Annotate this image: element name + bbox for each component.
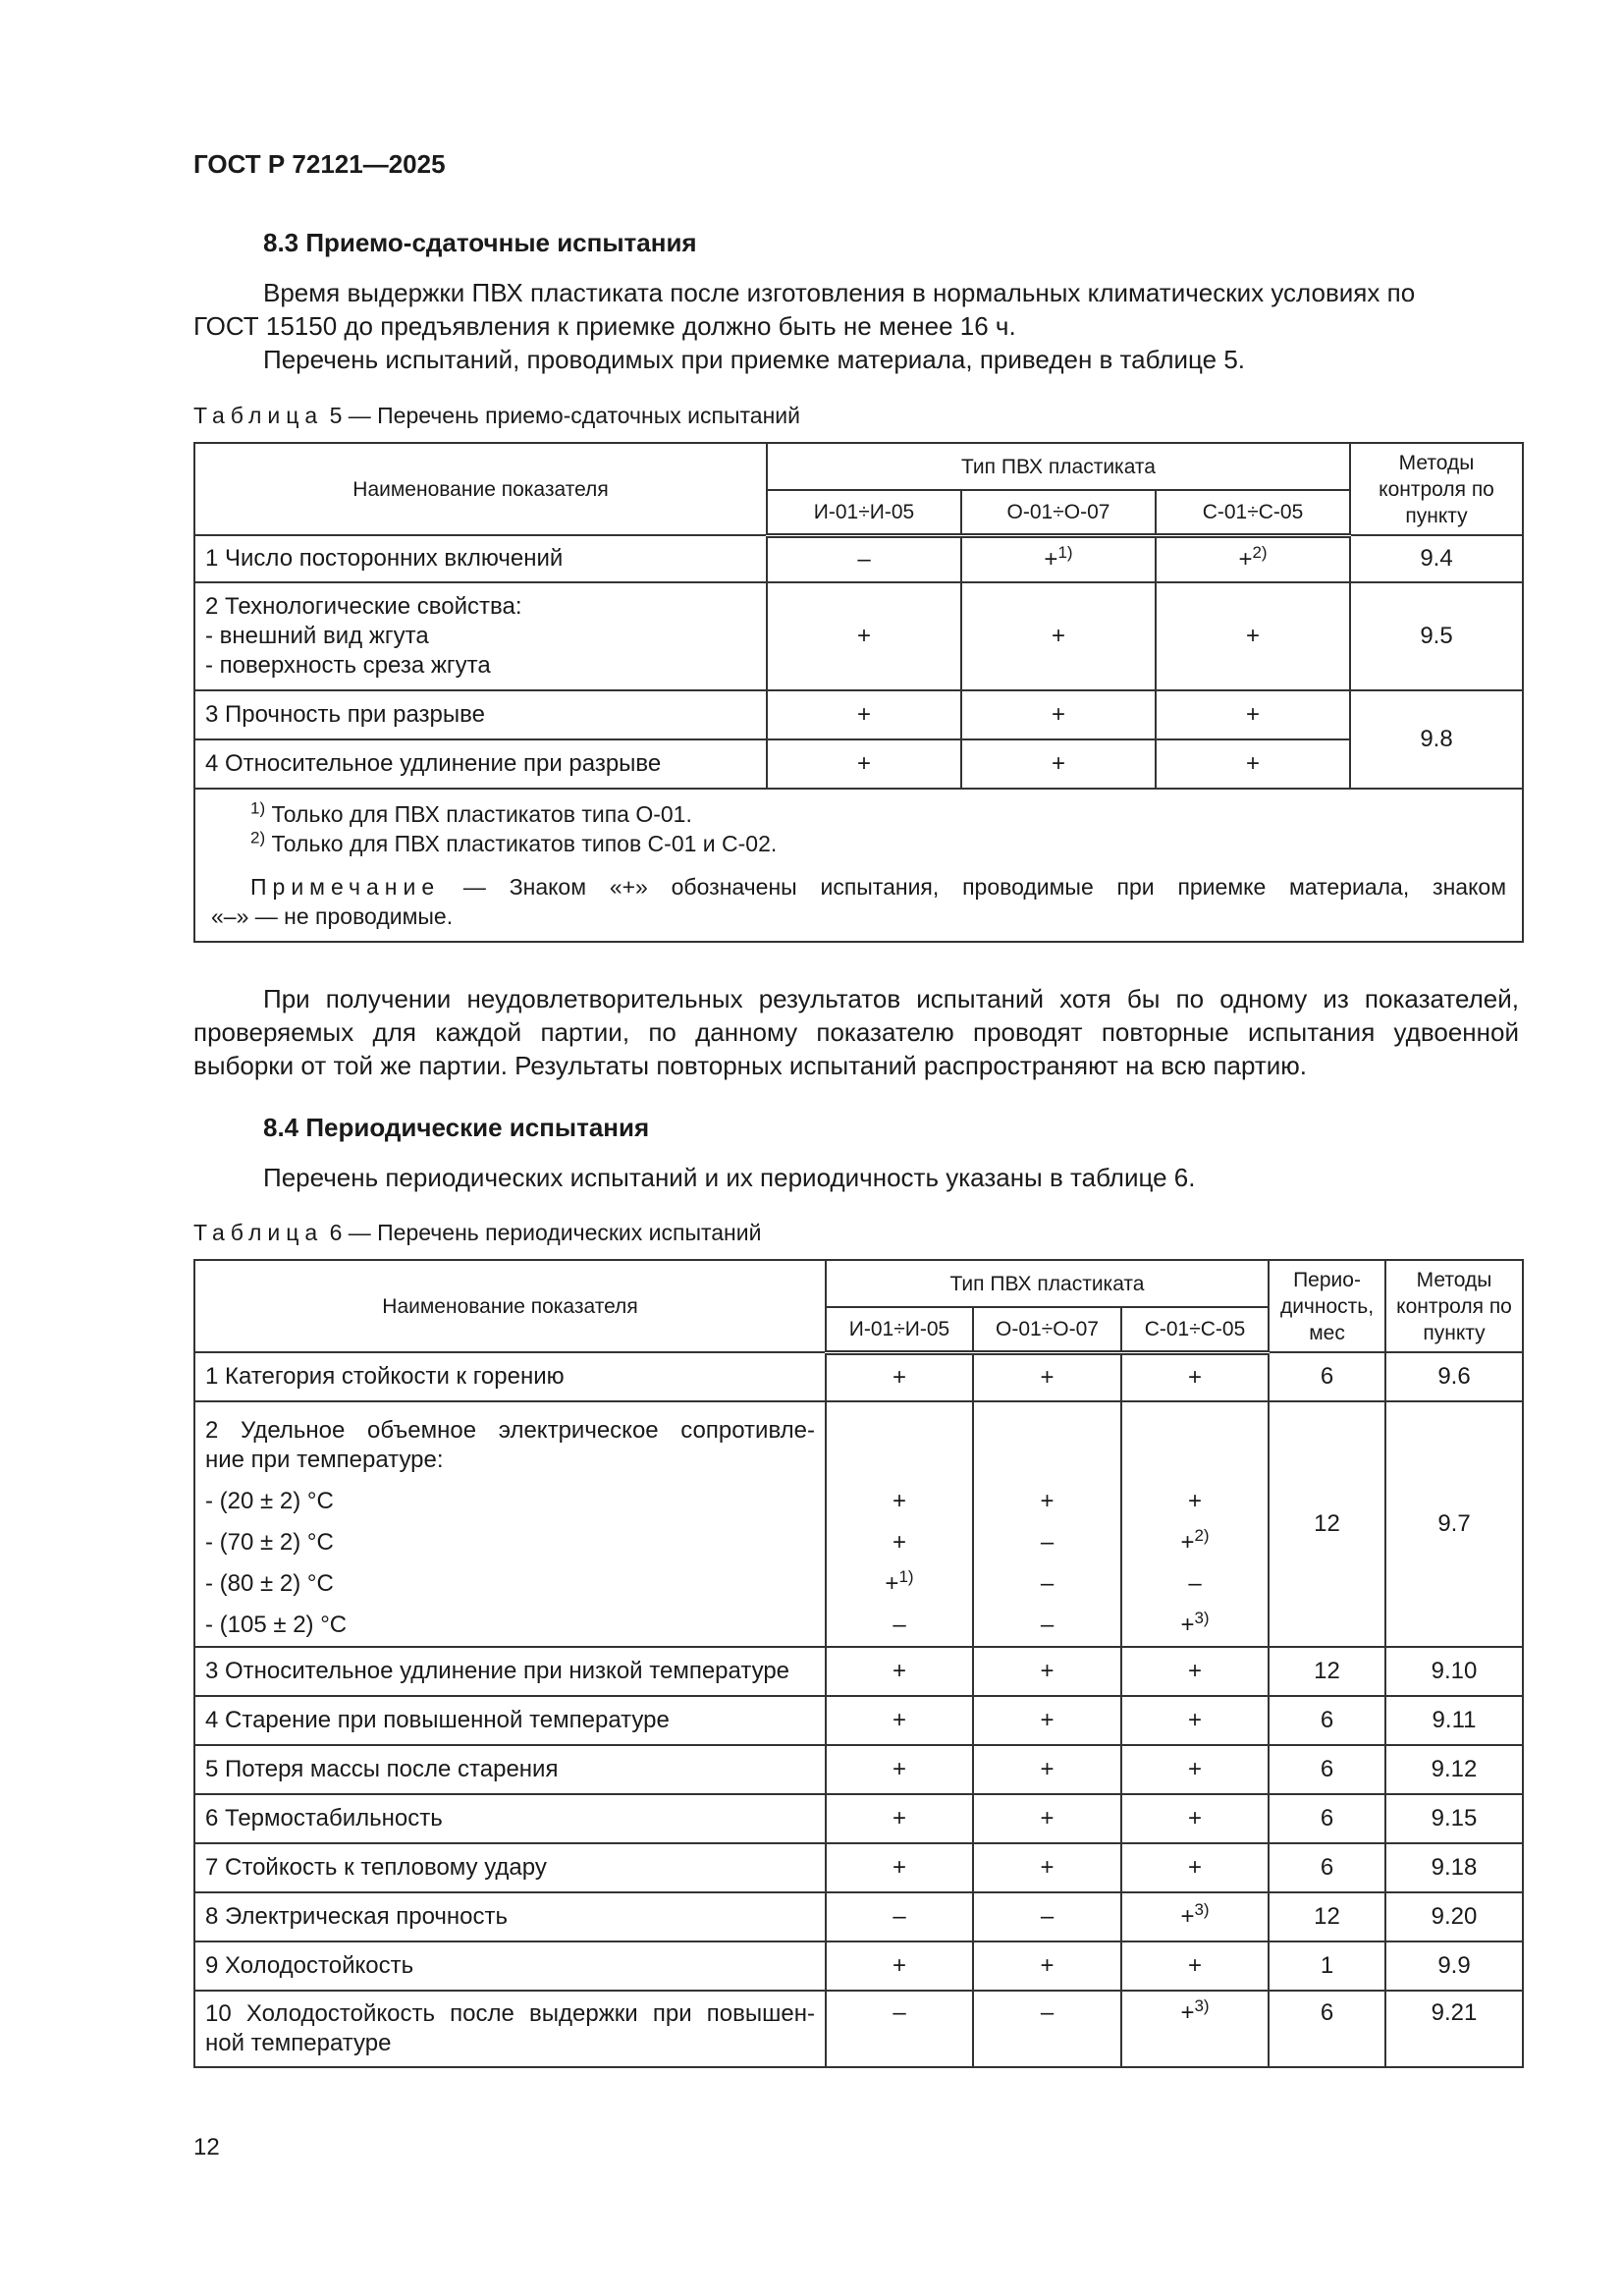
header-type: Тип ПВХ пластиката [767,443,1350,490]
section-8-3-title: 8.3 Приемо-сдаточные испытания [263,228,697,257]
cell-value: + [826,1843,973,1892]
cell-value: – [1188,1570,1202,1597]
header-method: Методы контроля по пункту [1385,1260,1523,1352]
cell-method: 9.21 [1385,1991,1523,2067]
row-name-line: 2 Удельное объемное электрическое сопротивле- [205,1417,815,1444]
cell-value: – [767,535,961,582]
cell-value: +$^{3)}$ [1121,1892,1269,1941]
paragraph-line: Время выдержки ПВХ пластиката после изготовления в нормальных климатических условиях по [263,278,1416,307]
cell-value: + [973,1745,1121,1794]
footnote-ref: 3) [1194,1609,1210,1627]
cell-value: + [961,582,1156,690]
cell-period: 6 [1269,1696,1385,1745]
cell-value: +$^{1)}$ [885,1567,914,1597]
header-type-o: О-01÷О-07 [961,490,1156,535]
note-line: Примечание — Знаком «+» обозначены испытания, проводимые при приемке материала, знаком [250,874,1507,900]
cell-value: +$^{3)}$ [1180,1609,1210,1638]
header-type-o: О-01÷О-07 [973,1307,1121,1352]
cell-period: 6 [1269,1745,1385,1794]
row-name: 4 Старение при повышенной температуре [194,1696,826,1745]
cell-value: + [767,690,961,739]
header-name: Наименование показателя [194,443,767,535]
cell-value: +$^{2)}$ [1180,1526,1210,1556]
footnote-ref: 3) [1194,1900,1210,1919]
cell-value: + [826,1941,973,1991]
cell-value: +$^{3)}$ [1121,1991,1269,2067]
cell-value: + [1121,1745,1269,1794]
footnote-ref: 2) [1252,542,1268,562]
cell-value: + [961,739,1156,789]
cell-value: + [826,1696,973,1745]
cell-value: + [1040,1488,1055,1514]
table-5-caption [193,403,800,429]
cell-value: + [1156,739,1350,789]
cell-value: + [973,1352,1121,1401]
row-name: 1 Категория стойкости к горению [194,1352,826,1401]
header-type-i: И-01÷И-05 [767,490,961,535]
cell-value: + [973,1843,1121,1892]
row-name [194,582,767,690]
cell-period: 12 [1269,1647,1385,1696]
cell-value: + [892,1529,906,1556]
cell-method: 9.15 [1385,1794,1523,1843]
cell-value: + [961,690,1156,739]
temp-line: - (105 ± 2) °C [205,1612,348,1638]
footnote-ref: 1) [1057,542,1073,562]
cell-value: – [973,1892,1121,1941]
cell-value: + [1121,1843,1269,1892]
cell-value-group [973,1401,1121,1647]
cell-method: 9.12 [1385,1745,1523,1794]
paragraph-line: выборки от той же партии. Результаты повторных испытаний распространяют на всю партию. [193,1051,1308,1080]
temp-line: - (20 ± 2) °C [205,1488,334,1514]
cell-value: +$^{2)}$ [1156,535,1350,582]
note-line: «–» — не проводимые. [211,903,454,929]
cell-value: + [892,1488,906,1514]
row-name-line: ние при температуре: [205,1447,444,1473]
footnote-1: $^{1)}$ Только для ПВХ пластикатов типа О-01. [250,798,692,827]
cell-period: 6 [1269,1794,1385,1843]
cell-method: 9.11 [1385,1696,1523,1745]
paragraph-line: Перечень испытаний, проводимых при приемке материала, приведен в таблице 5. [263,345,1246,374]
document-header: ГОСТ Р 72121—2025 [193,149,446,179]
row-name: 3 Относительное удлинение при низкой температуре [194,1647,826,1696]
caption-text: 5 — Перечень приемо-сдаточных испытаний [323,403,800,428]
cell-value: + [973,1696,1121,1745]
footnote-ref: 1) [898,1567,914,1586]
cell-value: – [1040,1529,1055,1556]
cell-value: + [826,1352,973,1401]
cell-value: + [1121,1794,1269,1843]
header-type: Тип ПВХ пластиката [826,1260,1269,1307]
temp-line: - (70 ± 2) °C [205,1529,334,1556]
cell-period: 12 [1269,1401,1385,1647]
table-5 [193,442,1524,943]
cell-method: 9.7 [1385,1401,1523,1647]
row-name [194,1401,826,1647]
cell-value: – [973,1991,1121,2067]
section-8-4-title: 8.4 Периодические испытания [263,1113,650,1142]
row-name: 4 Относительное удлинение при разрыве [194,739,767,789]
cell-value: + [1121,1696,1269,1745]
header-method: Методы контроля по пункту [1350,443,1523,535]
cell-value: + [1188,1488,1203,1514]
row-name: 5 Потеря массы после старения [194,1745,826,1794]
section-8-4-text [193,1161,1519,1194]
cell-value: + [1121,1941,1269,1991]
footnote-ref: 3) [1194,1996,1210,2015]
paragraph-line: ГОСТ 15150 до предъявления к приемке должно быть не менее 16 ч. [193,311,1016,341]
cell-value: + [973,1794,1121,1843]
header-period: Перио-дичность, мес [1269,1260,1385,1352]
cell-value: – [1040,1570,1055,1597]
cell-value: + [1121,1352,1269,1401]
row-name-line: ной температуре [205,2030,392,2056]
cell-period: 12 [1269,1892,1385,1941]
cell-value: – [826,1991,973,2067]
table-6 [193,1259,1524,2068]
cell-value: + [826,1794,973,1843]
cell-value: + [973,1941,1121,1991]
header-type-c: С-01÷С-05 [1121,1307,1269,1352]
cell-value: – [893,1612,906,1638]
results-paragraph [193,982,1519,1082]
row-name-line: - внешний вид жгута [205,623,429,649]
cell-method: 9.4 [1350,535,1523,582]
paragraph-line: Перечень периодических испытаний и их периодичность указаны в таблице 6. [263,1163,1196,1192]
header-name: Наименование показателя [194,1260,826,1352]
cell-value: + [767,739,961,789]
caption-word: Таблица [193,1220,324,1245]
cell-period: 1 [1269,1941,1385,1991]
table-6-caption [193,1220,761,1246]
cell-value: + [1156,690,1350,739]
cell-period: 6 [1269,1352,1385,1401]
cell-method: 9.18 [1385,1843,1523,1892]
row-name-line: 10 Холодостойкость после выдержки при повышен- [205,2000,815,2027]
cell-value: + [973,1647,1121,1696]
cell-method: 9.5 [1350,582,1523,690]
row-name: 9 Холодостойкость [194,1941,826,1991]
cell-method: 9.6 [1385,1352,1523,1401]
table-5-notes [194,789,1523,942]
row-name: 7 Стойкость к тепловому удару [194,1843,826,1892]
caption-word: Таблица [193,403,324,428]
caption-text: 6 — Перечень периодических испытаний [323,1220,762,1245]
cell-method: 9.8 [1350,690,1523,789]
row-name: 6 Термостабильность [194,1794,826,1843]
cell-value: +$^{1)}$ [961,535,1156,582]
paragraph-line: При получении неудовлетворительных результатов испытаний хотя бы по одному из показателей, [263,984,1519,1013]
cell-method: 9.10 [1385,1647,1523,1696]
cell-value: + [826,1647,973,1696]
cell-method: 9.9 [1385,1941,1523,1991]
section-8-3-text [193,276,1519,376]
cell-value: + [767,582,961,690]
cell-value: + [1156,582,1350,690]
cell-value: – [1040,1612,1055,1638]
row-name: 8 Электрическая прочность [194,1892,826,1941]
cell-value: + [826,1745,973,1794]
cell-value-group [1121,1401,1269,1647]
temp-line: - (80 ± 2) °C [205,1570,334,1597]
row-name: 3 Прочность при разрыве [194,690,767,739]
paragraph-line: проверяемых для каждой партии, по данному показателю проводят повторные испытания удвоенной [193,1017,1519,1047]
row-name-line: - поверхность среза жгута [205,652,491,679]
cell-period: 6 [1269,1843,1385,1892]
cell-period: 6 [1269,1991,1385,2067]
footnote-2: $^{2)}$ Только для ПВХ пластикатов типов С-01 и С-02. [250,828,778,856]
page-number: 12 [193,2134,220,2160]
header-type-c: С-01÷С-05 [1156,490,1350,535]
row-name: 1 Число посторонних включений [194,535,767,582]
row-name [194,1991,826,2067]
cell-method: 9.20 [1385,1892,1523,1941]
cell-value: + [1121,1647,1269,1696]
cell-value: – [826,1892,973,1941]
row-name-line: 2 Технологические свойства: [205,593,522,620]
cell-value-group [826,1401,973,1647]
footnote-ref: 2) [1194,1526,1210,1545]
header-type-i: И-01÷И-05 [826,1307,973,1352]
